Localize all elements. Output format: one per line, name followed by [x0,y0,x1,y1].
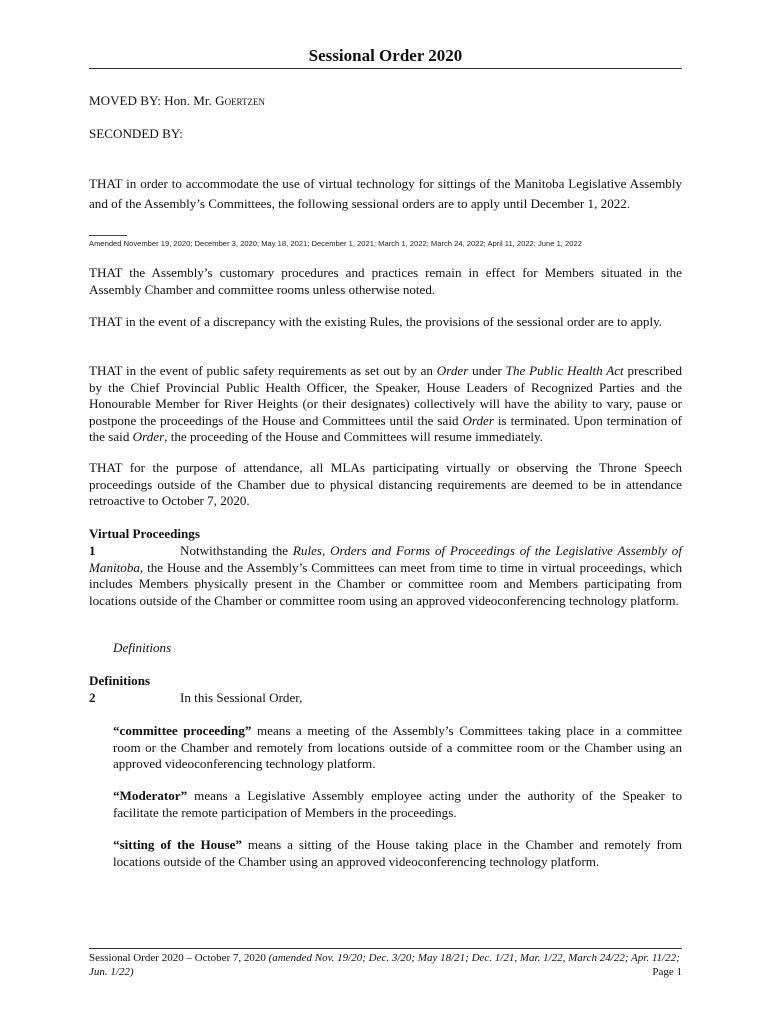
amendment-note: Amended November 19, 2020; December 3, 2020; May 18, 2021; December 1, 2021; March 1, 2022; March 24, 2022; April 11, 2022; June 1, 2022 [89,239,582,248]
italic-run: Definitions [113,640,172,655]
section-2-number: 2 [89,690,96,705]
text-run: In this Sessional Order, [180,690,303,705]
seconded-by-line: SECONDED BY: [89,126,183,141]
definition-moderator [113,788,682,821]
text-run: under [468,363,506,378]
page-title: Sessional Order 2020 [308,46,463,65]
page-footer [89,951,682,979]
paragraph-discrepancy: THAT in the event of a discrepancy with the existing Rules, the provisions of the sessional order are to apply. [89,314,663,329]
section-2-body [89,690,682,707]
text-run: Notwithstanding the [180,543,293,558]
moved-by-name: Goertzen [215,93,266,108]
italic-run: Rules, Orders and Forms of Proceedings of the Legislative Assembly of Manitoba [89,543,682,575]
footer-title: Sessional Order 2020 – October 7, 2020 [89,952,269,964]
moved-by-line [89,93,682,110]
definition-term: “Moderator” [113,788,188,803]
definition-text: means a Legislative Assembly employee acting under the authority of the Speaker to facilitate the remote participation of Members in the proceedings. [113,788,682,820]
text-run: , the proceeding of the House and Committees will resume immediately. [164,429,543,445]
definition-committee-proceeding [113,723,682,773]
section-1-number: 1 [89,543,96,558]
title-divider [89,68,682,69]
page-number: Page 1 [652,966,682,978]
italic-run: Order [436,363,469,378]
footer-divider [89,948,682,949]
definition-term: “sitting of the House” [113,837,242,852]
paragraph-public-health [89,363,682,446]
text-run: , the House and the Assembly’s Committees can meet from time to time in virtual proceedings, which includes Members physically present in the Chamber or committee room and Members participating from locations outside of the Chamber or committee room using an approved videoconferencing technology platform. [89,559,682,608]
amendment-divider [89,235,127,236]
definitions-italic-heading [113,640,682,657]
italic-run: The Public Health Act [505,363,624,378]
italic-run: Order [132,429,165,445]
intro-paragraph: THAT in order to accommodate the use of virtual technology for sittings of the Manitoba Legislative Assembly and of the Assembly’s Committees, the following sessional orders are to apply until December 1, 2022. [89,176,682,211]
text-run: prescribed by the Chief Provincial Public Health Officer, the Speaker, House Leaders of Recognized Parties and the Honourable Member for River Heights (or their designates) collectively will have the ability to vary, pause or postpone the proceedings of the House and Committees until the said [89,363,682,428]
section-1-body [89,543,682,609]
text-run: THAT in the event of public safety requirements as set out by an [89,363,437,378]
paragraph-attendance: THAT for the purpose of attendance, all MLAs participating virtually or observing the Throne Speech proceedings outside of the Chamber due to physical distancing requirements are deemed to be in attendance retroactive to October 7, 2020. [89,460,682,509]
section-2-heading: Definitions [89,673,151,688]
paragraph-customary: THAT the Assembly’s customary procedures and practices remain in effect for Members situated in the Assembly Chamber and committee rooms unless otherwise noted. [89,265,682,297]
definition-sitting-of-the-house [113,837,682,870]
footer-amendments: (amended Nov. 19/20; Dec. 3/20; May 18/21; Dec. 1/21, Mar. 1/22, March 24/22; Apr. 11/22; Jun. 1/22) [89,952,680,978]
moved-by-label: MOVED BY: Hon. Mr. [89,93,216,108]
definition-term: “committee proceeding” [113,723,252,738]
definition-text: means a meeting of the Assembly’s Committees taking place in a committee room or the Chamber and remotely from locations outside of a committee room or the Chamber using an approved videoconferencing technology platform. [113,723,682,772]
text-run: is terminated. Upon termination of the said [89,412,682,445]
definition-text: means a sitting of the House taking place in the Chamber and remotely from locations outside of the Chamber using an approved videoconferencing technology platform. [113,837,682,869]
italic-run: Order [462,412,494,428]
section-1-heading: Virtual Proceedings [89,526,200,541]
